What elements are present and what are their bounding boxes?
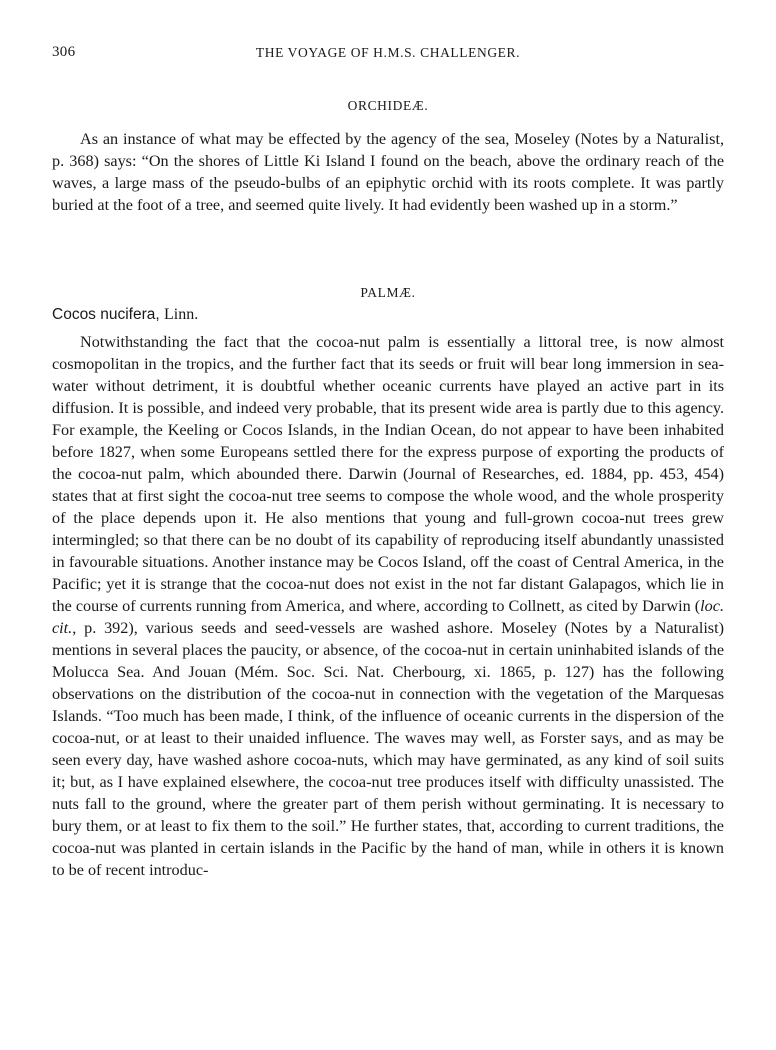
orchideae-paragraph: As an instance of what may be effected by the agency of the sea, Moseley (Notes by a Naturalist, p. 368) says: “On the shores of Little Ki Island I found on the beach, above the ordinary reach of the waves, a large mass of the pseudo-bulbs of an epiphytic orchid with its roots complete. It was partly buried at the foot of a tree, and seemed quite lively. It had evidently been washed up in a storm.” (52, 130, 724, 214)
palmae-paragraph-part2: , p. 392), various seeds and seed-vessels are washed ashore. Moseley (Notes by a Naturalist) mentions in several places the paucity, or absence, of the cocoa-nut in certain uninhabited islands of the Molucca Sea. And Jouan (Mém. Soc. Sci. Nat. Cherbourg, xi. 1865, p. 127) has the following observations on the distribution of the cocoa-nut in connection with the vegetation of the Marquesas Islands. “Too much has been made, I think, of the influence of oceanic currents in the dispersion of the cocoa-nut, or at least to their unaided influence. The waves may well, as Forster says, and as may be seen every day, have washed ashore cocoa-nuts, which may have germinated, as any kind of soil suits it; but, as I have explained elsewhere, the cocoa-nut tree produces itself with difficulty unassisted. The nuts fall to the ground, where the greater part of them perish without germinating. It is necessary to bury them, or at least to fix them to the soil.” He further states, that, according to current traditions, the cocoa-nut was planted in certain islands in the Pacific by the hand of man, while in others it is known to be of recent introduc- (52, 619, 724, 879)
running-title: THE VOYAGE OF H.M.S. CHALLENGER. (255, 45, 521, 60)
page-number: 306 (52, 44, 76, 60)
species-authority: Linn. (164, 306, 199, 323)
palmae-paragraph-part1: Notwithstanding the fact that the cocoa-nut palm is essentially a littoral tree, is now almost cosmopolitan in the tropics, and the further fact that its seeds or fruit will bear long immersion in sea-water without detriment, it is doubtful whether oceanic currents have played an active part in its diffusion. It is possible, and indeed very probable, that its present wide area is partly due to this agency. For example, the Keeling or Cocos Islands, in the Indian Ocean, do not appear to have been inhabited before 1827, when some Europeans settled there for the express purpose of exporting the products of the cocoa-nut palm, which abounded there. Darwin (Journal of Researches, ed. 1884, pp. 453, 454) states that at first sight the cocoa-nut tree seems to compose the whole wood, and the whole prosperity of the place depends upon it. He also mentions that young and full-grown cocoa-nut trees grew intermingled; so that there can be no doubt of its capability of reproducing itself abundantly unassisted in favourable situations. Another instance may be Cocos Island, off the coast of Central America, in the Pacific; yet it is strange that the cocoa-nut does not exist in the not far distant Galapagos, which lie in the course of currents running from America, and where, according to Collnett, as cited by Darwin ( (52, 333, 724, 615)
loc-cit-citation: loc. cit. (52, 597, 724, 637)
book-page (52, 0, 724, 1050)
page-header (52, 44, 724, 68)
section-heading-orchideae: ORCHIDEÆ. (347, 98, 429, 113)
species-entry (52, 306, 198, 324)
species-name: Cocos nucifera, (52, 306, 160, 323)
section-heading-palmae: PALMÆ. (360, 285, 416, 300)
palmae-paragraph (52, 331, 724, 881)
